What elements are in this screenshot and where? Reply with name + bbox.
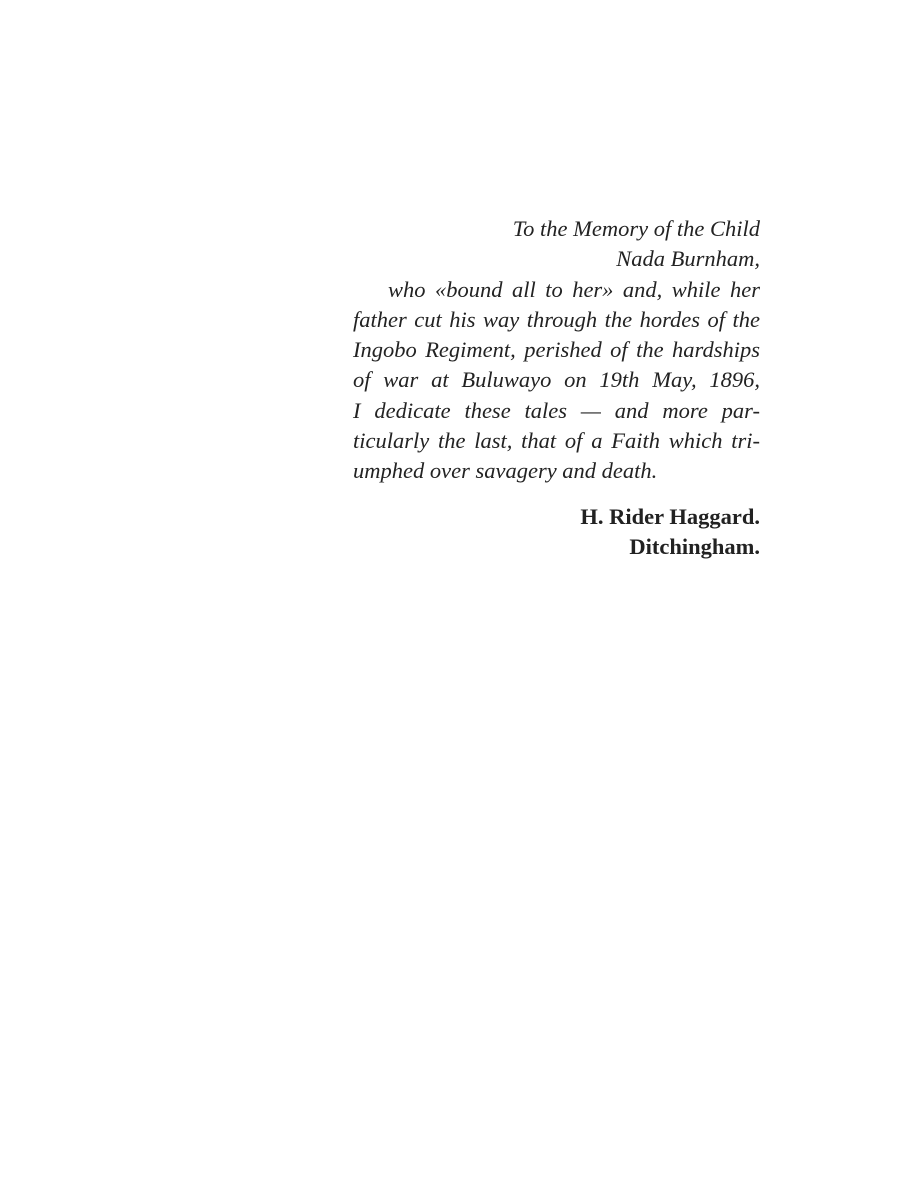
- signature-block: [353, 502, 760, 562]
- author-name: H. Rider Haggard.: [580, 504, 760, 529]
- dedication-line-4: father cut his way through the hordes of the: [353, 306, 760, 332]
- dedication-line-7: I dedicate these tales — and more par-: [353, 397, 760, 423]
- dedication-line-8: ticularly the last, that of a Faith which tri-: [353, 428, 760, 454]
- dedication-block: [353, 214, 760, 487]
- dedication-line-5: Ingobo Regiment, perished of the hardships: [353, 337, 760, 363]
- place-name: Ditchingham.: [629, 534, 760, 559]
- dedication-line-2: Nada Burnham,: [616, 246, 760, 272]
- dedication-line-9: umphed over savagery and death.: [353, 458, 658, 484]
- dedication-line-3: who «bound all to her» and, while her: [388, 276, 760, 302]
- dedication-line-6: of war at Buluwayo on 19th May, 1896,: [353, 367, 760, 393]
- dedication-line-1: To the Memory of the Child: [512, 216, 760, 241]
